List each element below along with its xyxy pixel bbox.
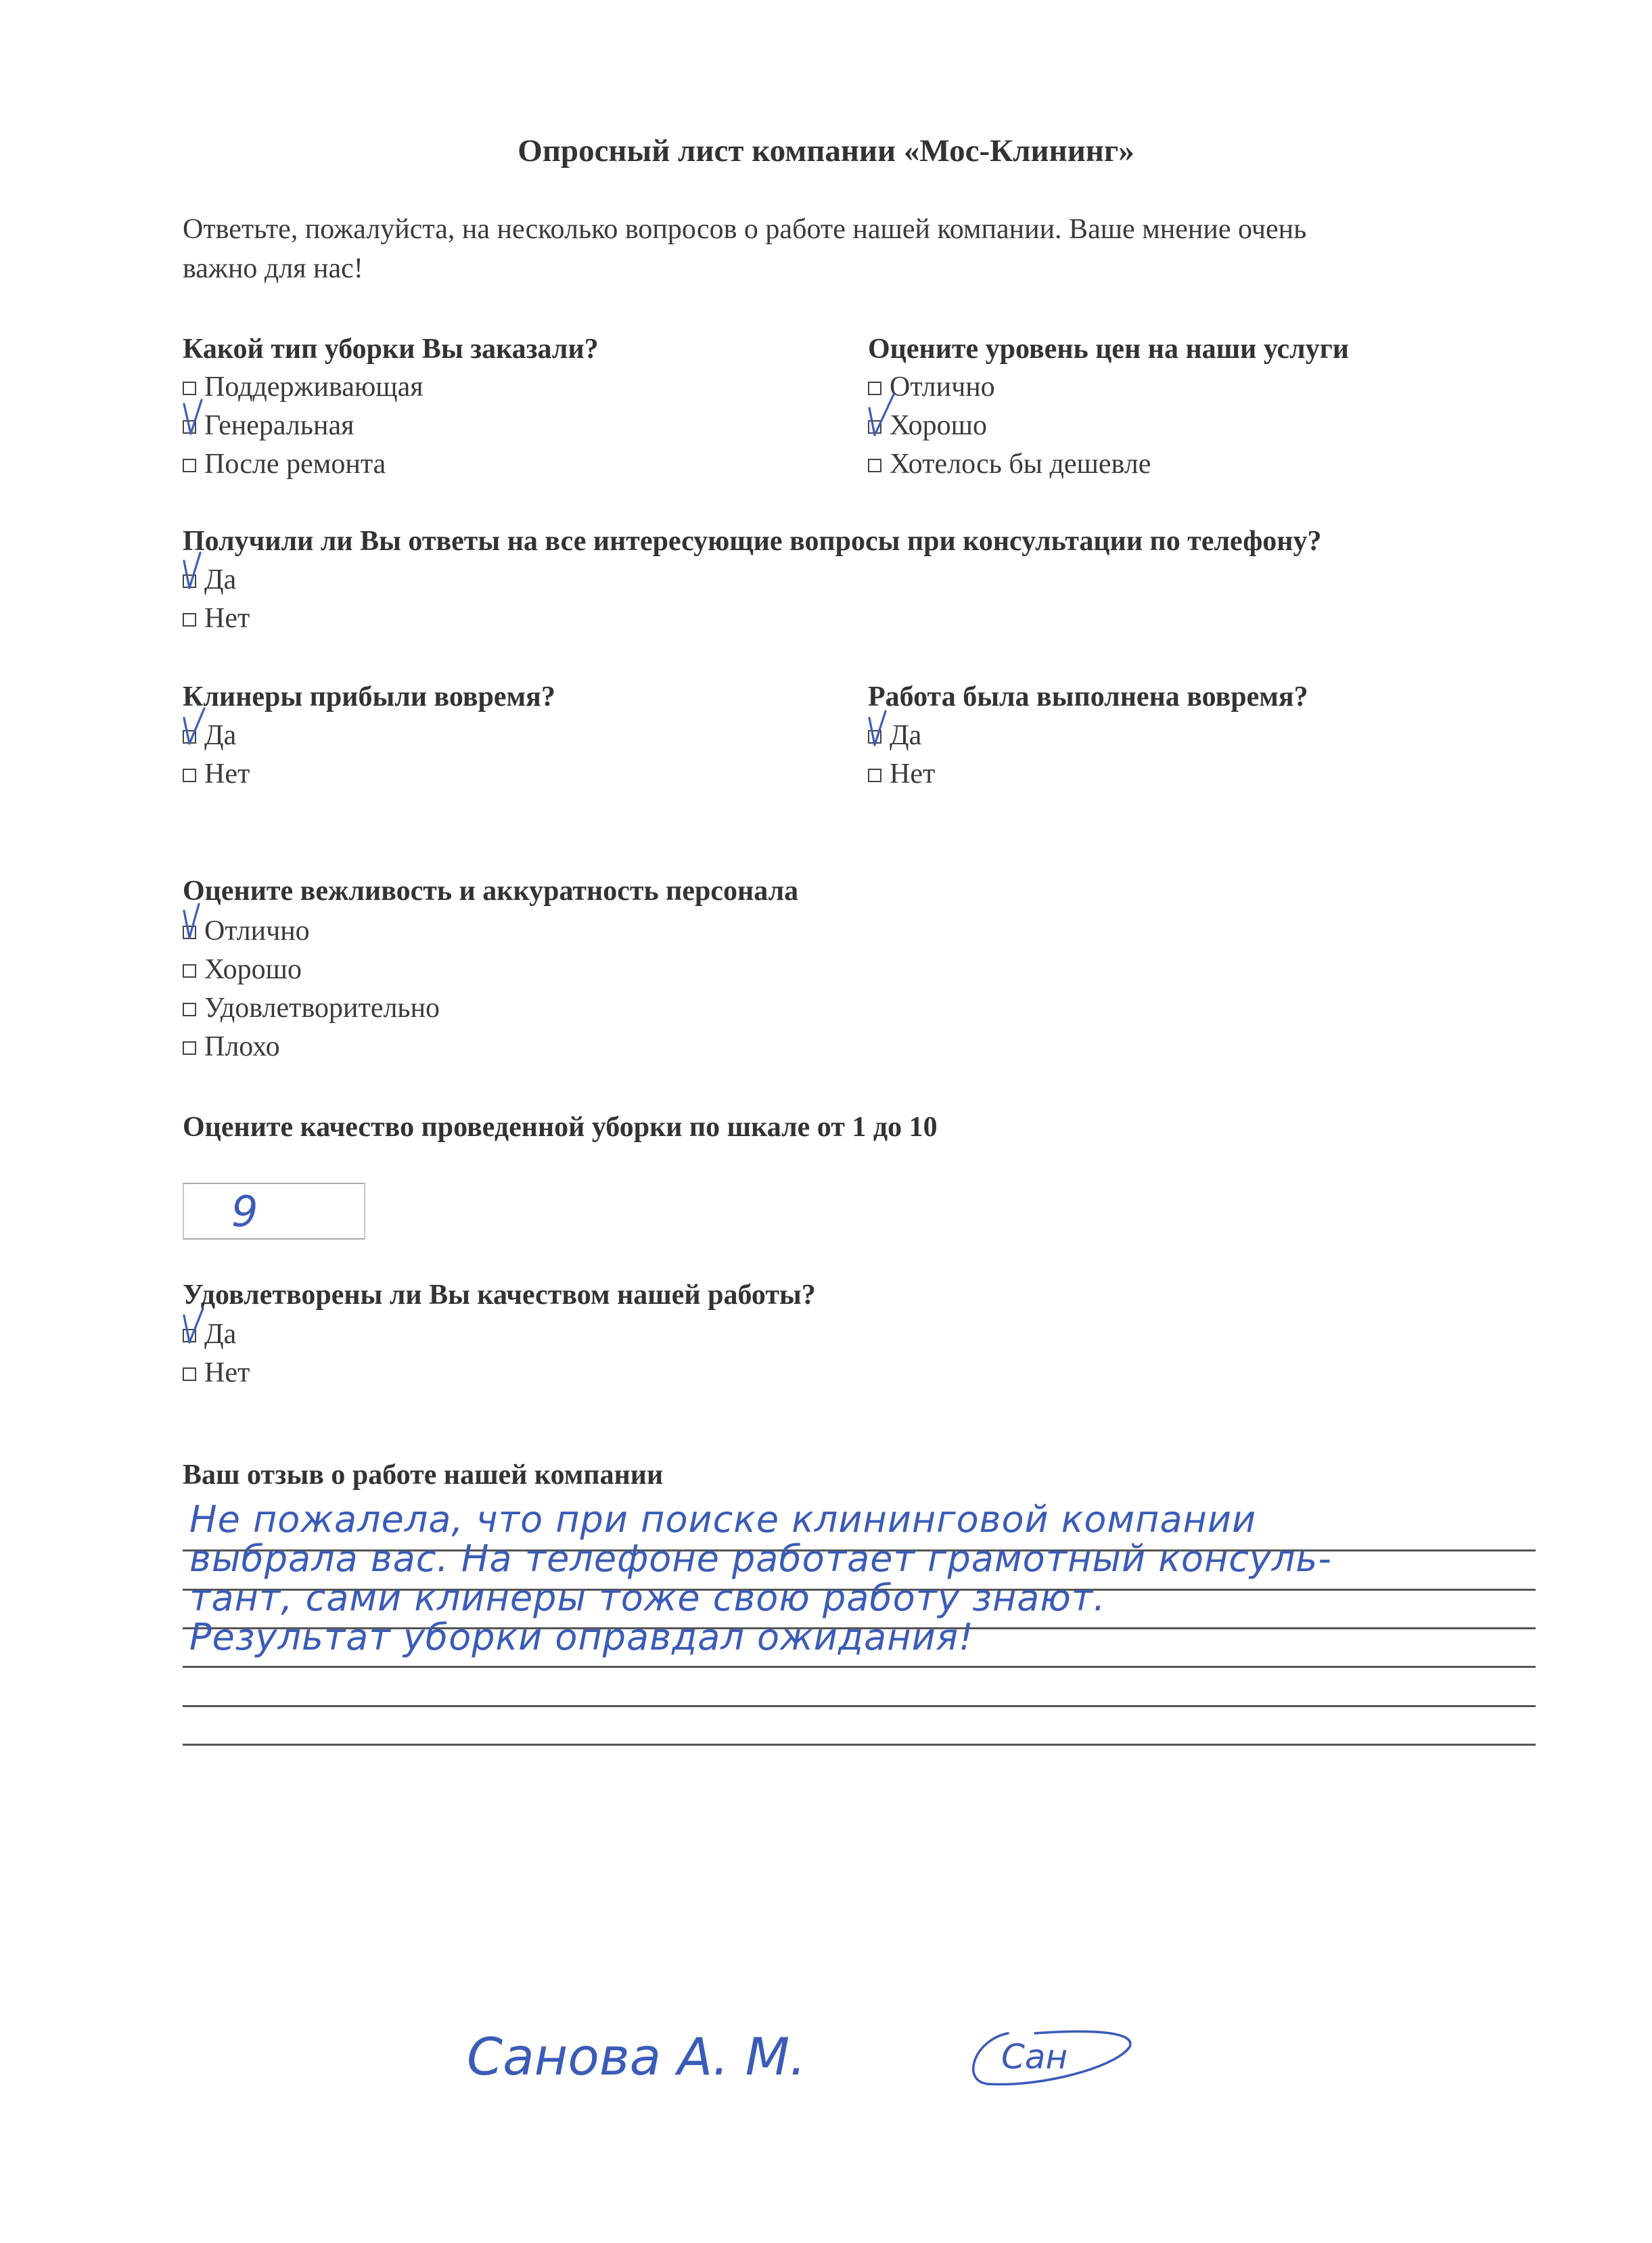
ruled-line: [183, 1705, 1536, 1707]
option-after-renovation[interactable]: [183, 447, 423, 482]
checkbox[interactable]: [183, 964, 196, 978]
checkbox[interactable]: [183, 769, 196, 782]
checkmark-icon: [181, 904, 212, 945]
checkbox-checked[interactable]: [183, 730, 196, 744]
option-label: Нет: [204, 1357, 250, 1388]
checkbox[interactable]: [868, 769, 881, 782]
option-general[interactable]: [183, 408, 423, 443]
option-good[interactable]: [868, 408, 1151, 443]
feedback-line-2: выбрала вас. На телефоне работает грамотный консуль-: [189, 1537, 1332, 1580]
checkmark-icon: [867, 708, 898, 749]
option-satisfactory[interactable]: [183, 991, 440, 1026]
option-no[interactable]: [868, 756, 935, 792]
option-label: Поддерживающая: [204, 371, 423, 403]
options-cleaning-type: [183, 369, 423, 482]
checkbox[interactable]: [183, 459, 196, 472]
checkmark-icon: [181, 553, 212, 593]
option-label: После ремонта: [204, 449, 386, 480]
feedback-line-1: Не пожалела, что при поиске клининговой компании: [189, 1498, 1257, 1541]
option-label: Нет: [204, 603, 250, 634]
checkbox-checked[interactable]: [868, 730, 881, 744]
checkbox-checked[interactable]: [183, 574, 196, 588]
option-no[interactable]: [183, 601, 250, 636]
option-maintenance[interactable]: [183, 369, 423, 405]
form-title: Опросный лист компании «Мос-Клининг»: [518, 133, 1134, 168]
option-label: Нет: [204, 758, 250, 790]
option-label: Удовлетворительно: [204, 993, 440, 1024]
options-done-on-time: [868, 718, 935, 792]
checkbox-checked[interactable]: [183, 926, 196, 939]
option-label: Хорошо: [890, 410, 988, 441]
checkbox[interactable]: [183, 382, 196, 395]
intro-line-2: важно для нас!: [183, 253, 363, 284]
ruled-line: [183, 1666, 1536, 1668]
signature-autograph: [961, 2020, 1137, 2094]
options-phone-consultation: [183, 562, 250, 636]
intro-line-1: Ответьте, пожалуйста, на несколько вопросов о работе нашей компании. Ваше мнение очень: [183, 214, 1307, 245]
option-yes[interactable]: [183, 1317, 250, 1352]
option-good[interactable]: [183, 952, 440, 987]
checkbox[interactable]: [183, 1003, 196, 1016]
option-cheaper[interactable]: [868, 447, 1151, 482]
option-label: Плохо: [204, 1031, 280, 1062]
options-price-level: [868, 369, 1151, 482]
checkmark-icon: [181, 1307, 212, 1348]
option-label: Хорошо: [204, 954, 302, 985]
option-yes[interactable]: [183, 562, 250, 597]
option-label: Да: [204, 1319, 237, 1350]
checkmark-icon: [867, 390, 898, 439]
signature-autograph-text: Сан: [1001, 2037, 1068, 2077]
checkbox[interactable]: [868, 459, 881, 472]
options-arrived-on-time: [183, 718, 250, 792]
option-label: Генеральная: [204, 410, 354, 441]
checkmark-icon: [181, 708, 212, 749]
question-satisfied: Удовлетворены ли Вы качеством нашей работы?: [183, 1279, 816, 1311]
question-arrived-on-time: Клинеры прибыли вовремя?: [183, 681, 555, 712]
question-phone-consultation: Получили ли Вы ответы на все интересующие вопросы при консультации по телефону?: [183, 526, 1322, 557]
option-excellent[interactable]: [868, 369, 1151, 405]
checkbox[interactable]: [183, 1367, 196, 1381]
checkmark-icon: [181, 399, 212, 439]
option-label: Да: [890, 720, 922, 751]
checkbox-checked[interactable]: [183, 420, 196, 434]
checkbox[interactable]: [183, 613, 196, 627]
option-no[interactable]: [183, 756, 250, 792]
quality-score-value: 9: [231, 1187, 258, 1236]
ruled-line: [183, 1744, 1536, 1746]
option-label: Да: [204, 720, 237, 751]
option-excellent[interactable]: [183, 913, 440, 949]
checkbox-checked[interactable]: [868, 420, 881, 434]
option-yes[interactable]: [868, 718, 935, 753]
feedback-line-3: тант, сами клинеры тоже свою работу знают.: [189, 1577, 1106, 1619]
signature-name: Санова А. М.: [467, 2026, 806, 2087]
option-label: Да: [204, 564, 237, 595]
option-bad[interactable]: [183, 1029, 440, 1064]
question-quality-score: Оцените качество проведенной уборки по шкале от 1 до 10: [183, 1112, 938, 1143]
form-intro: [183, 210, 1522, 288]
option-no[interactable]: [183, 1355, 250, 1390]
feedback-line-4: Результат уборки оправдал ожидания!: [189, 1616, 974, 1658]
checkbox-checked[interactable]: [183, 1329, 196, 1342]
options-staff-politeness: [183, 913, 440, 1064]
question-done-on-time: Работа была выполнена вовремя?: [868, 681, 1308, 712]
checkbox[interactable]: [183, 1041, 196, 1055]
option-yes[interactable]: [183, 718, 250, 753]
question-cleaning-type: Какой тип уборки Вы заказали?: [183, 334, 599, 365]
question-price-level: Оцените уровень цен на наши услуги: [868, 334, 1350, 365]
question-feedback: Ваш отзыв о работе нашей компании: [183, 1459, 664, 1491]
option-label: Нет: [890, 758, 936, 790]
quality-score-field[interactable]: [183, 1183, 365, 1240]
option-label: Отлично: [204, 915, 310, 947]
question-staff-politeness: Оцените вежливость и аккуратность персонала: [183, 876, 799, 907]
option-label: Отлично: [890, 371, 995, 403]
option-label: Хотелось бы дешевле: [890, 449, 1151, 480]
options-satisfied: [183, 1317, 250, 1390]
